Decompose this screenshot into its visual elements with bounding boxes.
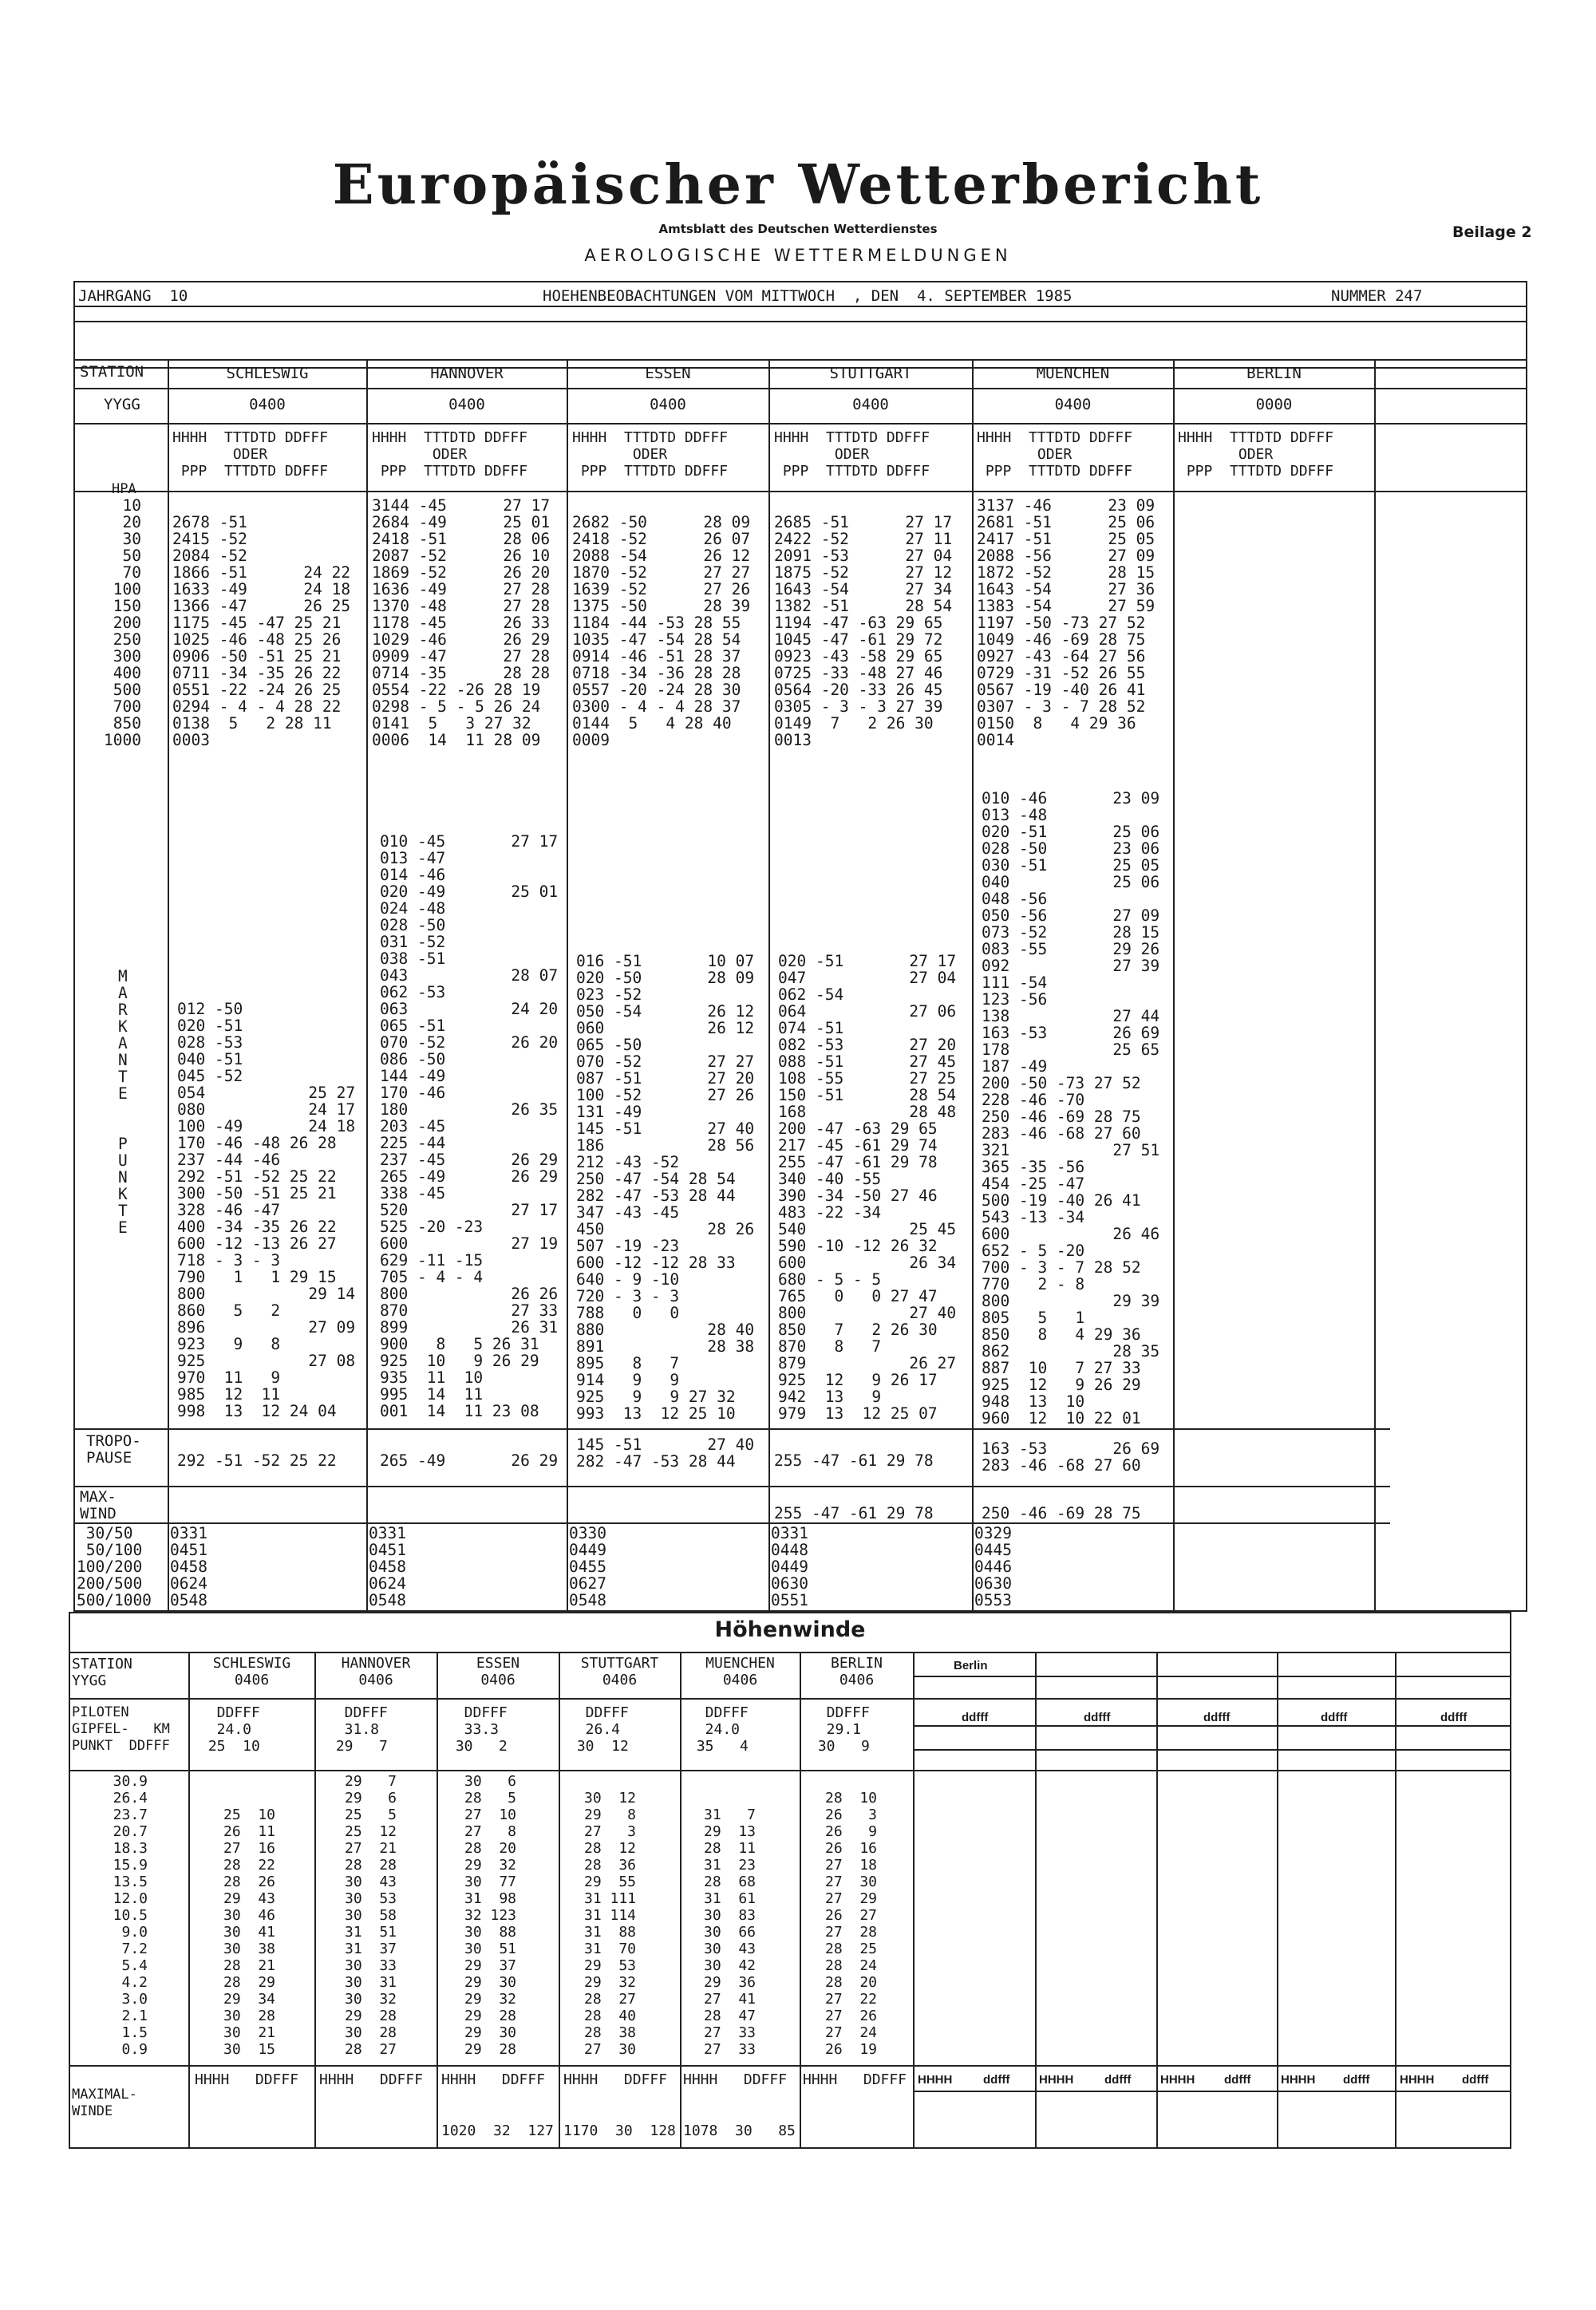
hw-station-yygg: 0406 <box>602 1672 638 1688</box>
maxwind-label: MAX- WIND <box>80 1488 117 1522</box>
station-name: ESSEN <box>645 365 691 382</box>
tropopause-values: 163 -53 26 69 283 -46 -68 27 60 <box>982 1439 1160 1475</box>
max-head: HHHH DDFFF <box>803 2071 907 2088</box>
max-head: HHHH DDFFF <box>441 2071 546 2088</box>
gipfel-values: DDFFF 29.1 30 9 <box>817 1704 870 1755</box>
hw-station-yygg: 0406 <box>839 1672 875 1688</box>
max-small-ddfff: ddfff <box>1343 2073 1370 2087</box>
gipfel-values: DDFFF 24.0 25 10 <box>207 1704 260 1755</box>
standard-levels: 3144 -45 27 17 2684 -49 25 01 2418 -51 28 06 2087 -52 26 10 1869 -52 26 20 1636 -49 27 28 1370 -48 27 28 1178 -45 26 33 1029 -46 26 29 0909 -47 27 28 0714 -35 28 28 0554 -22 -26 28 19 0298 - 5 - 5 26 24 0141 5 3 27 32 0006 14 11 28 09 <box>372 496 551 749</box>
thickness-values: 0329 0445 0446 0630 0553 <box>974 1524 1012 1609</box>
max-small-hhhh: HHHH <box>1400 2073 1435 2087</box>
hw-station-name: STUTTGART <box>580 1655 659 1672</box>
tropopause-values: 145 -51 27 40 282 -47 -53 28 44 <box>576 1435 755 1471</box>
gipfel-values: DDFFF 31.8 29 7 <box>335 1704 388 1755</box>
column-header: HHHH TTTDTD DDFFF ODER PPP TTTDTD DDFFF <box>774 429 930 480</box>
max-small-hhhh: HHHH <box>918 2073 953 2087</box>
max-head: HHHH DDFFF <box>683 2071 788 2088</box>
extra-colhead: ddfff <box>1084 1711 1111 1724</box>
thickness-values: 0331 0451 0458 0624 0548 <box>369 1524 406 1609</box>
wind-values: 30 6 28 5 27 10 27 8 28 20 29 32 30 77 31 98 32 123 30 88 30 51 29 37 29 30 29 32 29 28 29 30 29 28 <box>464 1773 517 2058</box>
issue-number: NUMMER 247 <box>1331 287 1423 305</box>
station-label: STATION <box>80 363 144 381</box>
max-small-ddfff: ddfff <box>983 2073 1010 2087</box>
wind-values: 31 7 29 13 28 11 31 23 28 68 31 61 30 83 30 66 30 43 30 42 29 36 27 41 28 47 27 33 27 33 <box>704 1807 757 2058</box>
tropopause-values: 255 -47 -61 29 78 <box>774 1451 934 1470</box>
wind-values: 28 10 26 3 26 9 26 16 27 18 27 30 27 29 26 27 27 28 28 25 28 24 28 20 27 22 27 26 27 24 26 19 <box>825 1790 878 2058</box>
column-header: HHHH TTTDTD DDFFF ODER PPP TTTDTD DDFFF <box>572 429 729 480</box>
hw-station-name: ESSEN <box>476 1655 520 1672</box>
wind-values: 25 10 26 11 27 16 28 22 28 26 29 43 30 46 30 41 30 38 28 21 28 29 29 34 30 28 30 21 30 15 <box>223 1807 276 2058</box>
standard-levels: 3137 -46 23 09 2681 -51 25 06 2417 -51 25 05 2088 -56 27 09 1872 -52 28 15 1643 -54 27 36 1383 -54 27 59 1197 -50 -73 27 52 1049 -46 -69 28 75 0927 -43 -64 27 56 0729 -31 -52 26 55 0567 -19 -40 26 41 0307 - 3 - 7 28 52 0150 8 4 29 36 0014 <box>977 496 1156 749</box>
pressure-levels: 10 20 30 50 70 100 150 200 250 300 400 500 700 850 1000 <box>104 496 141 749</box>
max-values: 1020 32 127 <box>441 2122 554 2139</box>
station-yygg: 0400 <box>1054 396 1092 413</box>
station-yygg: 0400 <box>650 396 686 413</box>
station-yygg: 0000 <box>1255 396 1293 413</box>
max-small-hhhh: HHHH <box>1039 2073 1074 2087</box>
tropopause-values: 292 -51 -52 25 22 <box>177 1451 337 1470</box>
max-values: 1078 30 85 <box>683 2122 796 2139</box>
significant-levels: 020 -51 27 17 047 27 04 062 -54 064 27 06 074 -51 082 -53 27 20 088 -51 27 45 108 -55 27 25 150 -51 28 54 168 28 48 200 -47 -63 29 65 217 -45 -61 29 74 255 -47 -61 29 78 340 -40 -55 390 -34 -50 27 46 483 -22 -34 540 25 45 590 -10 -12 26 32 600 26 34 680 - 5 - 5 765 0 0 27 47 800 27 40 850 7 2 26 30 870 8 7 879 26 27 925 12 9 26 17 942 13 9 979 13 12 25 07 <box>778 952 957 1423</box>
hw-station-label: STATION YYGG <box>72 1656 132 1689</box>
gipfel-values: DDFFF 26.4 30 12 <box>576 1704 629 1755</box>
header-frame <box>73 281 1527 369</box>
gipfel-values: DDFFF 24.0 35 4 <box>696 1704 749 1755</box>
column-header: HHHH TTTDTD DDFFF ODER PPP TTTDTD DDFFF <box>372 429 528 480</box>
max-small-ddfff: ddfff <box>1104 2073 1132 2087</box>
beilage-label: Beilage 2 <box>1452 223 1532 241</box>
max-head: HHHH DDFFF <box>195 2071 299 2088</box>
extra-colhead: ddfff <box>962 1711 989 1724</box>
thickness-label: 30/50 50/100 100/200 200/500 500/1000 <box>77 1524 152 1609</box>
wind-values: 30 12 29 8 27 3 28 12 28 36 29 55 31 111 31 114 31 88 31 70 29 53 29 32 28 27 28 40 28 38 27 30 <box>584 1790 637 2058</box>
hw-extra-station: Berlin <box>954 1659 988 1672</box>
station-name: STUTTGART <box>829 365 912 382</box>
hw-station-name: SCHLESWIG <box>212 1655 291 1672</box>
hoehenwinde-title: Höhenwinde <box>714 1617 866 1642</box>
column-header: HHHH TTTDTD DDFFF ODER PPP TTTDTD DDFFF <box>977 429 1133 480</box>
hw-station-name: BERLIN <box>830 1655 883 1672</box>
standard-levels: 2678 -51 2415 -52 2084 -52 1866 -51 24 22 1633 -49 24 18 1366 -47 26 25 1175 -45 -47 25 21 1025 -46 -48 25 26 0906 -50 -51 25 21 0711 -34 -35 26 22 0551 -22 -24 26 25 0294 - 4 - 4 28 22 0138 5 2 28 11 0003 <box>172 513 351 749</box>
thickness-values: 0330 0449 0455 0627 0548 <box>569 1524 606 1609</box>
page-title: Europäischer Wetterbericht <box>332 153 1264 217</box>
hw-station-name: HANNOVER <box>341 1655 411 1672</box>
tropopause-values: 265 -49 26 29 <box>380 1451 559 1470</box>
hoehenwinde-table <box>69 1612 1511 2149</box>
station-yygg: 0400 <box>852 396 889 413</box>
hw-station-yygg: 0406 <box>722 1672 758 1688</box>
column-header: HHHH TTTDTD DDFFF ODER PPP TTTDTD DDFFF <box>172 429 329 480</box>
station-name: BERLIN <box>1246 365 1302 382</box>
markante-punkte-label: M A R K A N T E P U N K T E <box>118 967 128 1237</box>
station-yygg: 0400 <box>249 396 286 413</box>
max-small-ddfff: ddfff <box>1462 2073 1489 2087</box>
gipfel-label: PILOTEN GIPFEL- KM PUNKT DDFFF <box>72 1704 170 1754</box>
yygg-label: YYGG <box>104 396 140 413</box>
max-small-ddfff: ddfff <box>1224 2073 1251 2087</box>
station-yygg: 0400 <box>448 396 485 413</box>
km-levels: 30.9 26.4 23.7 20.7 18.3 15.9 13.5 12.0 10.5 9.0 7.2 5.4 4.2 3.0 2.1 1.5 0.9 <box>113 1773 148 2058</box>
maxwind-values: 250 -46 -69 28 75 <box>982 1504 1141 1522</box>
station-name: MUENCHEN <box>1036 365 1110 382</box>
hw-station-yygg: 0406 <box>480 1672 516 1688</box>
significant-levels: 010 -45 27 17 013 -47 014 -46 020 -49 25 01 024 -48 028 -50 031 -52 038 -51 043 28 07 062 -53 063 24 20 065 -51 070 -52 26 20 086 -50 144 -49 170 -46 180 26 35 203 -45 225 -44 237 -45 26 29 265 -49 26 29 338 -45 520 27 17 525 -20 -23 600 27 19 629 -11 -15 705 - 4 - 4 800 26 26 870 27 33 899 26 31 900 8 5 26 31 925 10 9 26 29 935 11 10 995 14 11 001 14 11 23 08 <box>380 832 559 1420</box>
wind-values: 29 7 29 6 25 5 25 12 27 21 28 28 30 43 30 53 30 58 31 51 31 37 30 33 30 31 30 32 29 28 30 28 28 27 <box>345 1773 397 2058</box>
standard-levels: 2682 -50 28 09 2418 -52 26 07 2088 -54 26 12 1870 -52 27 27 1639 -52 27 26 1375 -50 28 39 1184 -44 -53 28 55 1035 -47 -54 28 54 0914 -46 -51 28 37 0718 -34 -36 28 28 0557 -20 -24 28 30 0300 - 4 - 4 28 37 0144 5 4 28 40 0009 <box>572 513 751 749</box>
max-values: 1170 30 128 <box>563 2122 676 2139</box>
significant-levels: 010 -46 23 09 013 -48 020 -51 25 06 028 -50 23 06 030 -51 25 05 040 25 06 048 -56 050 -56 27 09 073 -52 28 15 083 -55 29 26 092 27 39 111 -54 123 -56 138 27 44 163 -53 26 69 178 25 65 187 -49 200 -50 -73 27 52 228 -46 -70 250 -46 -69 28 75 283 -46 -68 27 60 321 27 51 365 -35 -56 454 -25 -47 500 -19 -40 26 41 543 -13 -34 600 26 46 652 - 5 -20 700 - 3 - 7 28 52 770 2 - 8 800 29 39 805 5 1 850 8 4 29 36 862 28 35 887 10 7 27 33 925 12 9 26 29 948 13 10 960 12 10 22 01 <box>982 789 1160 1427</box>
standard-levels: 2685 -51 27 17 2422 -52 27 11 2091 -53 27 04 1875 -52 27 12 1643 -54 27 34 1382 -51 28 54 1194 -47 -63 29 65 1045 -47 -61 29 72 0923 -43 -58 29 65 0725 -33 -48 27 46 0564 -20 -33 26 45 0305 - 3 - 3 27 39 0149 7 2 26 30 0013 <box>774 513 953 749</box>
gipfel-values: DDFFF 33.3 30 2 <box>455 1704 508 1755</box>
thickness-values: 0331 0448 0449 0630 0551 <box>771 1524 808 1609</box>
hw-station-name: MUENCHEN <box>705 1655 775 1672</box>
max-head: HHHH DDFFF <box>563 2071 668 2088</box>
maximalwinde-label: MAXIMAL- WINDE <box>72 2087 137 2119</box>
significant-levels: 012 -50 020 -51 028 -53 040 -51 045 -52 054 25 27 080 24 17 100 -49 24 18 170 -46 -48 26 28 237 -44 -46 292 -51 -52 25 22 300 -50 -51 25 21 328 -46 -47 400 -34 -35 26 22 600 -12 -13 26 27 718 - 3 - 3 790 1 1 29 15 800 29 14 860 5 2 896 27 09 923 9 8 925 27 08 970 11 9 985 12 11 998 13 12 24 04 <box>177 1000 356 1420</box>
hw-station-yygg: 0406 <box>234 1672 270 1688</box>
column-header: HHHH TTTDTD DDFFF ODER PPP TTTDTD DDFFF <box>1178 429 1334 480</box>
maxwind-values: 255 -47 -61 29 78 <box>774 1504 934 1522</box>
hw-station-yygg: 0406 <box>358 1672 393 1688</box>
significant-levels: 016 -51 10 07 020 -50 28 09 023 -52 050 -54 26 12 060 26 12 065 -50 070 -52 27 27 087 -51 27 20 100 -52 27 26 131 -49 145 -51 27 40 186 28 56 212 -43 -52 250 -47 -54 28 54 282 -47 -53 28 44 347 -43 -45 450 28 26 507 -19 -23 600 -12 -12 28 33 640 - 9 -10 720 - 3 - 3 788 0 0 880 28 40 891 28 38 895 8 7 914 9 9 925 9 9 27 32 993 13 12 25 10 <box>576 952 755 1423</box>
extra-colhead: ddfff <box>1440 1711 1468 1724</box>
observation-date: HOEHENBEOBACHTUNGEN VOM MITTWOCH , DEN 4. SEPTEMBER 1985 <box>543 287 1073 305</box>
section-title: AEROLOGISCHE WETTERMELDUNGEN <box>584 246 1012 265</box>
max-head: HHHH DDFFF <box>319 2071 424 2088</box>
station-name: HANNOVER <box>430 365 504 382</box>
hpa-label: HPA <box>112 481 136 497</box>
tropopause-label: TROPO- PAUSE <box>86 1432 141 1467</box>
jahrgang: JAHRGANG 10 <box>78 287 188 305</box>
station-name: SCHLESWIG <box>226 365 309 382</box>
max-small-hhhh: HHHH <box>1281 2073 1316 2087</box>
extra-colhead: ddfff <box>1321 1711 1348 1724</box>
subtitle: Amtsblatt des Deutschen Wetterdienstes <box>658 222 938 236</box>
max-small-hhhh: HHHH <box>1160 2073 1195 2087</box>
extra-colhead: ddfff <box>1203 1711 1231 1724</box>
thickness-values: 0331 0451 0458 0624 0548 <box>170 1524 207 1609</box>
